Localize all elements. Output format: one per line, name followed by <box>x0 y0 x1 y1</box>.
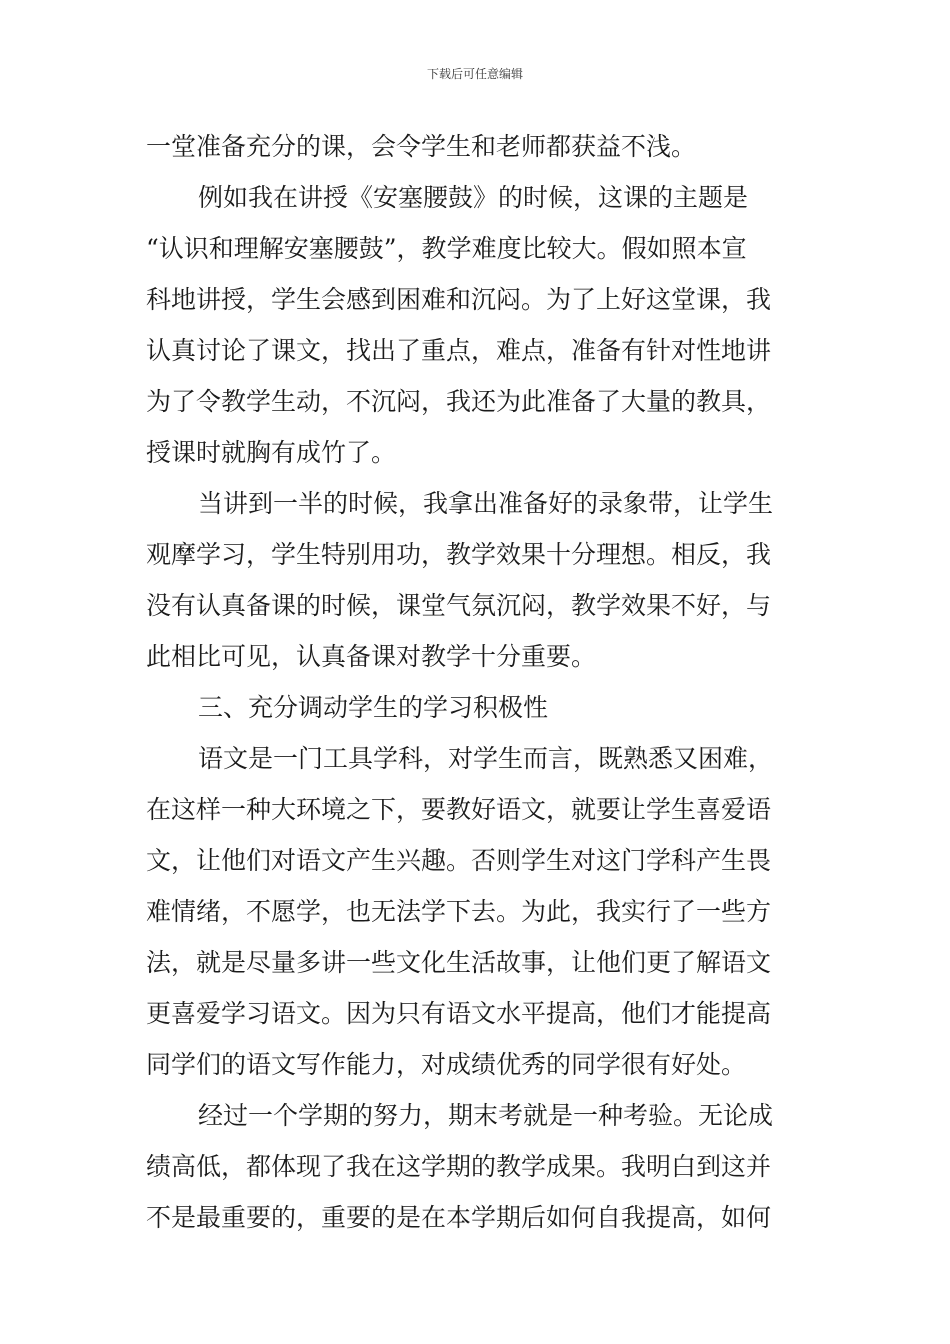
document-body <box>146 121 812 1243</box>
text-line: 认真讨论了课文，找出了重点，难点，准备有针对性地讲 <box>146 336 772 365</box>
text-line: 难情绪，不愿学，也无法学下去。为此，我实行了一些方 <box>146 897 772 926</box>
text-line: 法，就是尽量多讲一些文化生活故事，让他们更了解语文 <box>146 948 772 977</box>
text-line: 绩高低，都体现了我在这学期的教学成果。我明白到这并 <box>146 1152 772 1181</box>
paragraph-start-line: 例如我在讲授《安塞腰鼓》的时候，这课的主题是 <box>198 183 749 212</box>
section-heading: 三、充分调动学生的学习积极性 <box>198 693 549 722</box>
text-line: 观摩学习，学生特别用功，教学效果十分理想。相反，我 <box>146 540 772 569</box>
paragraph-start-line: 经过一个学期的努力，期末考就是一种考验。无论成 <box>198 1101 774 1130</box>
text-line: 科地讲授，学生会感到困难和沉闷。为了上好这堂课，我 <box>146 285 772 314</box>
paragraph-start-line: 语文是一门工具学科，对学生而言，既熟悉又困难， <box>198 744 774 773</box>
text-line: 为了令教学生动，不沉闷，我还为此准备了大量的教具， <box>146 387 772 416</box>
text-line: 同学们的语文写作能力，对成绩优秀的同学很有好处。 <box>146 1050 747 1079</box>
text-line: 授课时就胸有成竹了。 <box>146 438 397 467</box>
text-line: 此相比可见，认真备课对教学十分重要。 <box>146 642 597 671</box>
text-line: 一堂准备充分的课，会令学生和老师都获益不浅。 <box>146 132 697 161</box>
text-line: 不是最重要的，重要的是在本学期后如何自我提高，如何 <box>146 1203 772 1232</box>
paragraph-start-line: 当讲到一半的时候，我拿出准备好的录象带，让学生 <box>198 489 774 518</box>
page-header: 下载后可任意编辑 <box>426 67 523 81</box>
text-line: “认识和理解安塞腰鼓”，教学难度比较大。假如照本宣 <box>146 234 747 263</box>
text-line: 没有认真备课的时候，课堂气氛沉闷，教学效果不好，与 <box>146 591 772 620</box>
text-line: 在这样一种大环境之下，要教好语文，就要让学生喜爱语 <box>146 795 772 824</box>
text-line: 文，让他们对语文产生兴趣。否则学生对这门学科产生畏 <box>146 846 772 875</box>
text-line: 更喜爱学习语文。因为只有语文水平提高，他们才能提高 <box>146 999 772 1028</box>
